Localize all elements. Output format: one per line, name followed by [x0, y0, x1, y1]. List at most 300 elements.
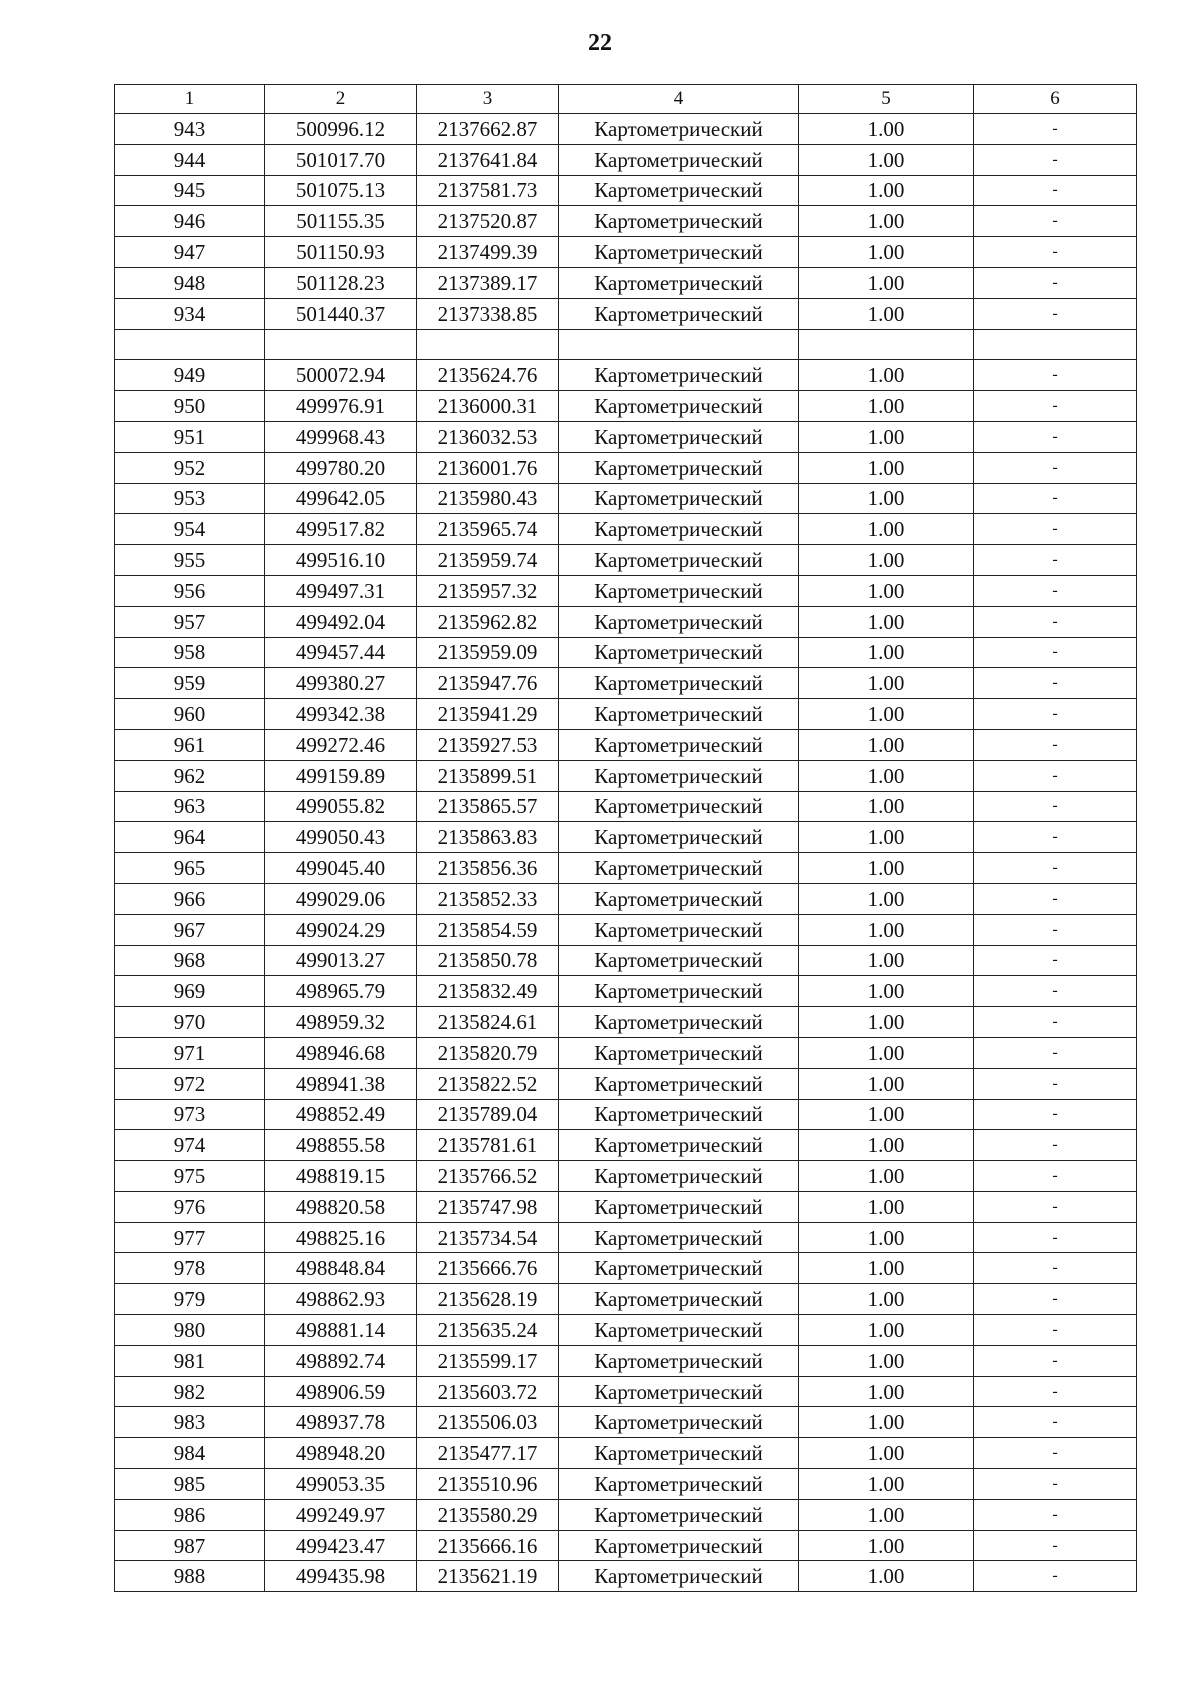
- table-row: [115, 729, 1137, 760]
- accuracy-cell: 1.00: [799, 1345, 974, 1376]
- y-coordinate-cell: 2136001.76: [417, 452, 559, 483]
- method-cell: Картометрический: [559, 421, 799, 452]
- header-cell: 5: [799, 85, 974, 114]
- point-number-cell: 969: [115, 976, 265, 1007]
- x-coordinate-cell: 498862.93: [265, 1284, 417, 1315]
- header-cell: 3: [417, 85, 559, 114]
- accuracy-cell: 1.00: [799, 668, 974, 699]
- y-coordinate-cell: 2135628.19: [417, 1284, 559, 1315]
- accuracy-cell: 1.00: [799, 1284, 974, 1315]
- point-number-cell: 963: [115, 791, 265, 822]
- accuracy-cell: 1.00: [799, 575, 974, 606]
- accuracy-cell: 1.00: [799, 1407, 974, 1438]
- accuracy-cell: 1.00: [799, 360, 974, 391]
- method-cell: Картометрический: [559, 1284, 799, 1315]
- point-number-cell: 987: [115, 1530, 265, 1561]
- y-coordinate-cell: 2135766.52: [417, 1161, 559, 1192]
- y-coordinate-cell: 2136032.53: [417, 421, 559, 452]
- method-cell: Картометрический: [559, 760, 799, 791]
- accuracy-cell: 1.00: [799, 1438, 974, 1469]
- y-coordinate-cell: 2135666.76: [417, 1253, 559, 1284]
- note-cell: -: [974, 1161, 1137, 1192]
- x-coordinate-cell: 499642.05: [265, 483, 417, 514]
- method-cell: Картометрический: [559, 483, 799, 514]
- x-coordinate-cell: 501440.37: [265, 298, 417, 329]
- point-number-cell: 949: [115, 360, 265, 391]
- note-cell: -: [974, 1222, 1137, 1253]
- method-cell: Картометрический: [559, 606, 799, 637]
- point-number-cell: 972: [115, 1068, 265, 1099]
- y-coordinate-cell: 2135624.76: [417, 360, 559, 391]
- table-row: [115, 1530, 1137, 1561]
- note-cell: -: [974, 514, 1137, 545]
- accuracy-cell: 1.00: [799, 976, 974, 1007]
- point-number-cell: 945: [115, 175, 265, 206]
- accuracy-cell: 1.00: [799, 1561, 974, 1592]
- note-cell: -: [974, 791, 1137, 822]
- x-coordinate-cell: 498855.58: [265, 1130, 417, 1161]
- table-row: [115, 1253, 1137, 1284]
- x-coordinate-cell: 499053.35: [265, 1469, 417, 1500]
- x-coordinate-cell: 498948.20: [265, 1438, 417, 1469]
- accuracy-cell: 1.00: [799, 637, 974, 668]
- x-coordinate-cell: 499045.40: [265, 853, 417, 884]
- accuracy-cell: 1.00: [799, 1376, 974, 1407]
- x-coordinate-cell: 499497.31: [265, 575, 417, 606]
- y-coordinate-cell: 2135863.83: [417, 822, 559, 853]
- note-cell: -: [974, 699, 1137, 730]
- x-coordinate-cell: 498941.38: [265, 1068, 417, 1099]
- x-coordinate-cell: 499029.06: [265, 883, 417, 914]
- y-coordinate-cell: 2135852.33: [417, 883, 559, 914]
- point-number-cell: [115, 329, 265, 360]
- table-row: [115, 1345, 1137, 1376]
- x-coordinate-cell: 501155.35: [265, 206, 417, 237]
- method-cell: Картометрический: [559, 1315, 799, 1346]
- point-number-cell: 957: [115, 606, 265, 637]
- note-cell: -: [974, 760, 1137, 791]
- y-coordinate-cell: 2135510.96: [417, 1469, 559, 1500]
- y-coordinate-cell: 2135962.82: [417, 606, 559, 637]
- y-coordinate-cell: [417, 329, 559, 360]
- point-number-cell: 959: [115, 668, 265, 699]
- point-number-cell: 983: [115, 1407, 265, 1438]
- method-cell: Картометрический: [559, 945, 799, 976]
- x-coordinate-cell: 499968.43: [265, 421, 417, 452]
- accuracy-cell: 1.00: [799, 945, 974, 976]
- method-cell: Картометрический: [559, 822, 799, 853]
- method-cell: Картометрический: [559, 298, 799, 329]
- x-coordinate-cell: 499423.47: [265, 1530, 417, 1561]
- table-row: [115, 114, 1137, 145]
- method-cell: Картометрический: [559, 1438, 799, 1469]
- method-cell: Картометрический: [559, 144, 799, 175]
- x-coordinate-cell: 498946.68: [265, 1037, 417, 1068]
- table-row: [115, 1161, 1137, 1192]
- point-number-cell: 953: [115, 483, 265, 514]
- method-cell: Картометрический: [559, 206, 799, 237]
- point-number-cell: 948: [115, 267, 265, 298]
- point-number-cell: 975: [115, 1161, 265, 1192]
- point-number-cell: 979: [115, 1284, 265, 1315]
- x-coordinate-cell: 498819.15: [265, 1161, 417, 1192]
- table-row: [115, 822, 1137, 853]
- accuracy-cell: 1.00: [799, 791, 974, 822]
- point-number-cell: 956: [115, 575, 265, 606]
- note-cell: -: [974, 545, 1137, 576]
- point-number-cell: 977: [115, 1222, 265, 1253]
- note-cell: -: [974, 1407, 1137, 1438]
- y-coordinate-cell: 2135506.03: [417, 1407, 559, 1438]
- note-cell: -: [974, 1345, 1137, 1376]
- table-row: [115, 976, 1137, 1007]
- y-coordinate-cell: 2135965.74: [417, 514, 559, 545]
- method-cell: Картометрический: [559, 1037, 799, 1068]
- point-number-cell: 964: [115, 822, 265, 853]
- accuracy-cell: 1.00: [799, 1530, 974, 1561]
- x-coordinate-cell: 501017.70: [265, 144, 417, 175]
- note-cell: -: [974, 575, 1137, 606]
- x-coordinate-cell: 499492.04: [265, 606, 417, 637]
- table-row: [115, 206, 1137, 237]
- table-row: [115, 1561, 1137, 1592]
- coordinates-table: [114, 84, 1137, 1592]
- y-coordinate-cell: 2135789.04: [417, 1099, 559, 1130]
- y-coordinate-cell: 2137520.87: [417, 206, 559, 237]
- y-coordinate-cell: 2135603.72: [417, 1376, 559, 1407]
- method-cell: Картометрический: [559, 237, 799, 268]
- note-cell: -: [974, 822, 1137, 853]
- point-number-cell: 976: [115, 1191, 265, 1222]
- note-cell: -: [974, 1037, 1137, 1068]
- x-coordinate-cell: 498892.74: [265, 1345, 417, 1376]
- point-number-cell: 950: [115, 391, 265, 422]
- table-row: [115, 1499, 1137, 1530]
- note-cell: -: [974, 1438, 1137, 1469]
- method-cell: Картометрический: [559, 1007, 799, 1038]
- table-row: [115, 1068, 1137, 1099]
- point-number-cell: 961: [115, 729, 265, 760]
- y-coordinate-cell: 2135980.43: [417, 483, 559, 514]
- accuracy-cell: 1.00: [799, 1222, 974, 1253]
- point-number-cell: 944: [115, 144, 265, 175]
- x-coordinate-cell: 500996.12: [265, 114, 417, 145]
- method-cell: Картометрический: [559, 1499, 799, 1530]
- x-coordinate-cell: 499159.89: [265, 760, 417, 791]
- y-coordinate-cell: 2136000.31: [417, 391, 559, 422]
- point-number-cell: 965: [115, 853, 265, 884]
- note-cell: -: [974, 1315, 1137, 1346]
- y-coordinate-cell: 2135781.61: [417, 1130, 559, 1161]
- table-row: [115, 1438, 1137, 1469]
- point-number-cell: 934: [115, 298, 265, 329]
- table-row: [115, 1315, 1137, 1346]
- accuracy-cell: 1.00: [799, 1161, 974, 1192]
- method-cell: Картометрический: [559, 1345, 799, 1376]
- accuracy-cell: 1.00: [799, 1315, 974, 1346]
- accuracy-cell: 1.00: [799, 1068, 974, 1099]
- note-cell: -: [974, 267, 1137, 298]
- accuracy-cell: 1.00: [799, 853, 974, 884]
- point-number-cell: 966: [115, 883, 265, 914]
- note-cell: -: [974, 360, 1137, 391]
- table-body: [115, 85, 1137, 1592]
- point-number-cell: 954: [115, 514, 265, 545]
- note-cell: -: [974, 1068, 1137, 1099]
- x-coordinate-cell: 501150.93: [265, 237, 417, 268]
- table-row: [115, 883, 1137, 914]
- accuracy-cell: 1.00: [799, 298, 974, 329]
- accuracy-cell: 1.00: [799, 175, 974, 206]
- method-cell: Картометрический: [559, 1068, 799, 1099]
- method-cell: Картометрический: [559, 1130, 799, 1161]
- accuracy-cell: 1.00: [799, 914, 974, 945]
- x-coordinate-cell: 498965.79: [265, 976, 417, 1007]
- method-cell: Картометрический: [559, 1561, 799, 1592]
- method-cell: Картометрический: [559, 391, 799, 422]
- method-cell: Картометрический: [559, 1376, 799, 1407]
- x-coordinate-cell: 499050.43: [265, 822, 417, 853]
- x-coordinate-cell: 499380.27: [265, 668, 417, 699]
- note-cell: [974, 329, 1137, 360]
- accuracy-cell: 1.00: [799, 206, 974, 237]
- table-row: [115, 483, 1137, 514]
- note-cell: -: [974, 421, 1137, 452]
- note-cell: -: [974, 1191, 1137, 1222]
- x-coordinate-cell: 499457.44: [265, 637, 417, 668]
- point-number-cell: 974: [115, 1130, 265, 1161]
- note-cell: -: [974, 853, 1137, 884]
- table-row: [115, 791, 1137, 822]
- point-number-cell: 988: [115, 1561, 265, 1592]
- y-coordinate-cell: 2135865.57: [417, 791, 559, 822]
- table-row: [115, 237, 1137, 268]
- table-row: [115, 637, 1137, 668]
- y-coordinate-cell: 2135832.49: [417, 976, 559, 1007]
- method-cell: Картометрический: [559, 699, 799, 730]
- table-row: [115, 175, 1137, 206]
- table-row: [115, 1099, 1137, 1130]
- x-coordinate-cell: 498848.84: [265, 1253, 417, 1284]
- method-cell: Картометрический: [559, 175, 799, 206]
- table-row: [115, 606, 1137, 637]
- point-number-cell: 982: [115, 1376, 265, 1407]
- accuracy-cell: 1.00: [799, 237, 974, 268]
- note-cell: -: [974, 945, 1137, 976]
- point-number-cell: 967: [115, 914, 265, 945]
- y-coordinate-cell: 2135959.09: [417, 637, 559, 668]
- note-cell: -: [974, 1253, 1137, 1284]
- accuracy-cell: 1.00: [799, 1007, 974, 1038]
- x-coordinate-cell: 499976.91: [265, 391, 417, 422]
- x-coordinate-cell: 499055.82: [265, 791, 417, 822]
- x-coordinate-cell: 498906.59: [265, 1376, 417, 1407]
- note-cell: -: [974, 1007, 1137, 1038]
- method-cell: Картометрический: [559, 729, 799, 760]
- y-coordinate-cell: 2135899.51: [417, 760, 559, 791]
- point-number-cell: 980: [115, 1315, 265, 1346]
- point-number-cell: 986: [115, 1499, 265, 1530]
- accuracy-cell: 1.00: [799, 267, 974, 298]
- method-cell: Картометрический: [559, 1530, 799, 1561]
- y-coordinate-cell: 2137581.73: [417, 175, 559, 206]
- y-coordinate-cell: 2135747.98: [417, 1191, 559, 1222]
- accuracy-cell: 1.00: [799, 822, 974, 853]
- table-row: [115, 298, 1137, 329]
- note-cell: -: [974, 1376, 1137, 1407]
- accuracy-cell: 1.00: [799, 1037, 974, 1068]
- method-cell: Картометрический: [559, 545, 799, 576]
- method-cell: Картометрический: [559, 914, 799, 945]
- method-cell: Картометрический: [559, 976, 799, 1007]
- accuracy-cell: 1.00: [799, 483, 974, 514]
- point-number-cell: 973: [115, 1099, 265, 1130]
- accuracy-cell: 1.00: [799, 729, 974, 760]
- note-cell: -: [974, 976, 1137, 1007]
- method-cell: Картометрический: [559, 1469, 799, 1500]
- y-coordinate-cell: 2135850.78: [417, 945, 559, 976]
- point-number-cell: 985: [115, 1469, 265, 1500]
- method-cell: Картометрический: [559, 1407, 799, 1438]
- y-coordinate-cell: 2135822.52: [417, 1068, 559, 1099]
- accuracy-cell: 1.00: [799, 545, 974, 576]
- table-row: [115, 452, 1137, 483]
- x-coordinate-cell: 499272.46: [265, 729, 417, 760]
- method-cell: Картометрический: [559, 668, 799, 699]
- y-coordinate-cell: 2137641.84: [417, 144, 559, 175]
- table-row: [115, 1130, 1137, 1161]
- table-row: [115, 144, 1137, 175]
- x-coordinate-cell: 498959.32: [265, 1007, 417, 1038]
- y-coordinate-cell: 2135820.79: [417, 1037, 559, 1068]
- point-number-cell: 978: [115, 1253, 265, 1284]
- accuracy-cell: 1.00: [799, 760, 974, 791]
- point-number-cell: 946: [115, 206, 265, 237]
- accuracy-cell: 1.00: [799, 1191, 974, 1222]
- note-cell: -: [974, 1530, 1137, 1561]
- x-coordinate-cell: 499780.20: [265, 452, 417, 483]
- method-cell: Картометрический: [559, 883, 799, 914]
- point-number-cell: 958: [115, 637, 265, 668]
- accuracy-cell: 1.00: [799, 699, 974, 730]
- accuracy-cell: 1.00: [799, 114, 974, 145]
- page-number: 22: [588, 30, 612, 56]
- table-row: [115, 329, 1137, 360]
- table-row: [115, 1191, 1137, 1222]
- note-cell: -: [974, 452, 1137, 483]
- table-row: [115, 421, 1137, 452]
- note-cell: -: [974, 1130, 1137, 1161]
- accuracy-cell: 1.00: [799, 1469, 974, 1500]
- accuracy-cell: [799, 329, 974, 360]
- y-coordinate-cell: 2135947.76: [417, 668, 559, 699]
- table-row: [115, 267, 1137, 298]
- table-row: [115, 1407, 1137, 1438]
- method-cell: Картометрический: [559, 452, 799, 483]
- x-coordinate-cell: 499435.98: [265, 1561, 417, 1592]
- method-cell: Картометрический: [559, 637, 799, 668]
- note-cell: -: [974, 914, 1137, 945]
- y-coordinate-cell: 2137338.85: [417, 298, 559, 329]
- method-cell: Картометрический: [559, 1099, 799, 1130]
- accuracy-cell: 1.00: [799, 391, 974, 422]
- x-coordinate-cell: 501075.13: [265, 175, 417, 206]
- note-cell: -: [974, 391, 1137, 422]
- table-row: [115, 391, 1137, 422]
- accuracy-cell: 1.00: [799, 606, 974, 637]
- point-number-cell: 981: [115, 1345, 265, 1376]
- y-coordinate-cell: 2135580.29: [417, 1499, 559, 1530]
- note-cell: -: [974, 237, 1137, 268]
- table-row: [115, 760, 1137, 791]
- note-cell: -: [974, 1099, 1137, 1130]
- method-cell: Картометрический: [559, 360, 799, 391]
- x-coordinate-cell: 499013.27: [265, 945, 417, 976]
- point-number-cell: 951: [115, 421, 265, 452]
- y-coordinate-cell: 2135599.17: [417, 1345, 559, 1376]
- table-row: [115, 1037, 1137, 1068]
- method-cell: Картометрический: [559, 1253, 799, 1284]
- method-cell: Картометрический: [559, 114, 799, 145]
- method-cell: Картометрический: [559, 791, 799, 822]
- x-coordinate-cell: 499516.10: [265, 545, 417, 576]
- header-cell: 2: [265, 85, 417, 114]
- y-coordinate-cell: 2135635.24: [417, 1315, 559, 1346]
- y-coordinate-cell: 2135854.59: [417, 914, 559, 945]
- point-number-cell: 984: [115, 1438, 265, 1469]
- x-coordinate-cell: 498881.14: [265, 1315, 417, 1346]
- accuracy-cell: 1.00: [799, 883, 974, 914]
- accuracy-cell: 1.00: [799, 421, 974, 452]
- point-number-cell: 943: [115, 114, 265, 145]
- y-coordinate-cell: 2137499.39: [417, 237, 559, 268]
- method-cell: Картометрический: [559, 853, 799, 884]
- method-cell: Картометрический: [559, 267, 799, 298]
- table-row: [115, 1284, 1137, 1315]
- x-coordinate-cell: 501128.23: [265, 267, 417, 298]
- y-coordinate-cell: 2135959.74: [417, 545, 559, 576]
- method-cell: Картометрический: [559, 514, 799, 545]
- y-coordinate-cell: 2135957.32: [417, 575, 559, 606]
- method-cell: Картометрический: [559, 1191, 799, 1222]
- x-coordinate-cell: 498937.78: [265, 1407, 417, 1438]
- table-header-row: [115, 85, 1137, 114]
- table-row: [115, 360, 1137, 391]
- y-coordinate-cell: 2135941.29: [417, 699, 559, 730]
- point-number-cell: 952: [115, 452, 265, 483]
- accuracy-cell: 1.00: [799, 1499, 974, 1530]
- note-cell: -: [974, 637, 1137, 668]
- point-number-cell: 962: [115, 760, 265, 791]
- y-coordinate-cell: 2137662.87: [417, 114, 559, 145]
- x-coordinate-cell: 498825.16: [265, 1222, 417, 1253]
- method-cell: Картометрический: [559, 1161, 799, 1192]
- note-cell: -: [974, 1284, 1137, 1315]
- y-coordinate-cell: 2135666.16: [417, 1530, 559, 1561]
- table-row: [115, 945, 1137, 976]
- note-cell: -: [974, 1499, 1137, 1530]
- header-cell: 6: [974, 85, 1137, 114]
- point-number-cell: 970: [115, 1007, 265, 1038]
- y-coordinate-cell: 2135734.54: [417, 1222, 559, 1253]
- y-coordinate-cell: 2135477.17: [417, 1438, 559, 1469]
- header-cell: 1: [115, 85, 265, 114]
- accuracy-cell: 1.00: [799, 1099, 974, 1130]
- note-cell: -: [974, 114, 1137, 145]
- table-row: [115, 1469, 1137, 1500]
- note-cell: -: [974, 883, 1137, 914]
- table-row: [115, 545, 1137, 576]
